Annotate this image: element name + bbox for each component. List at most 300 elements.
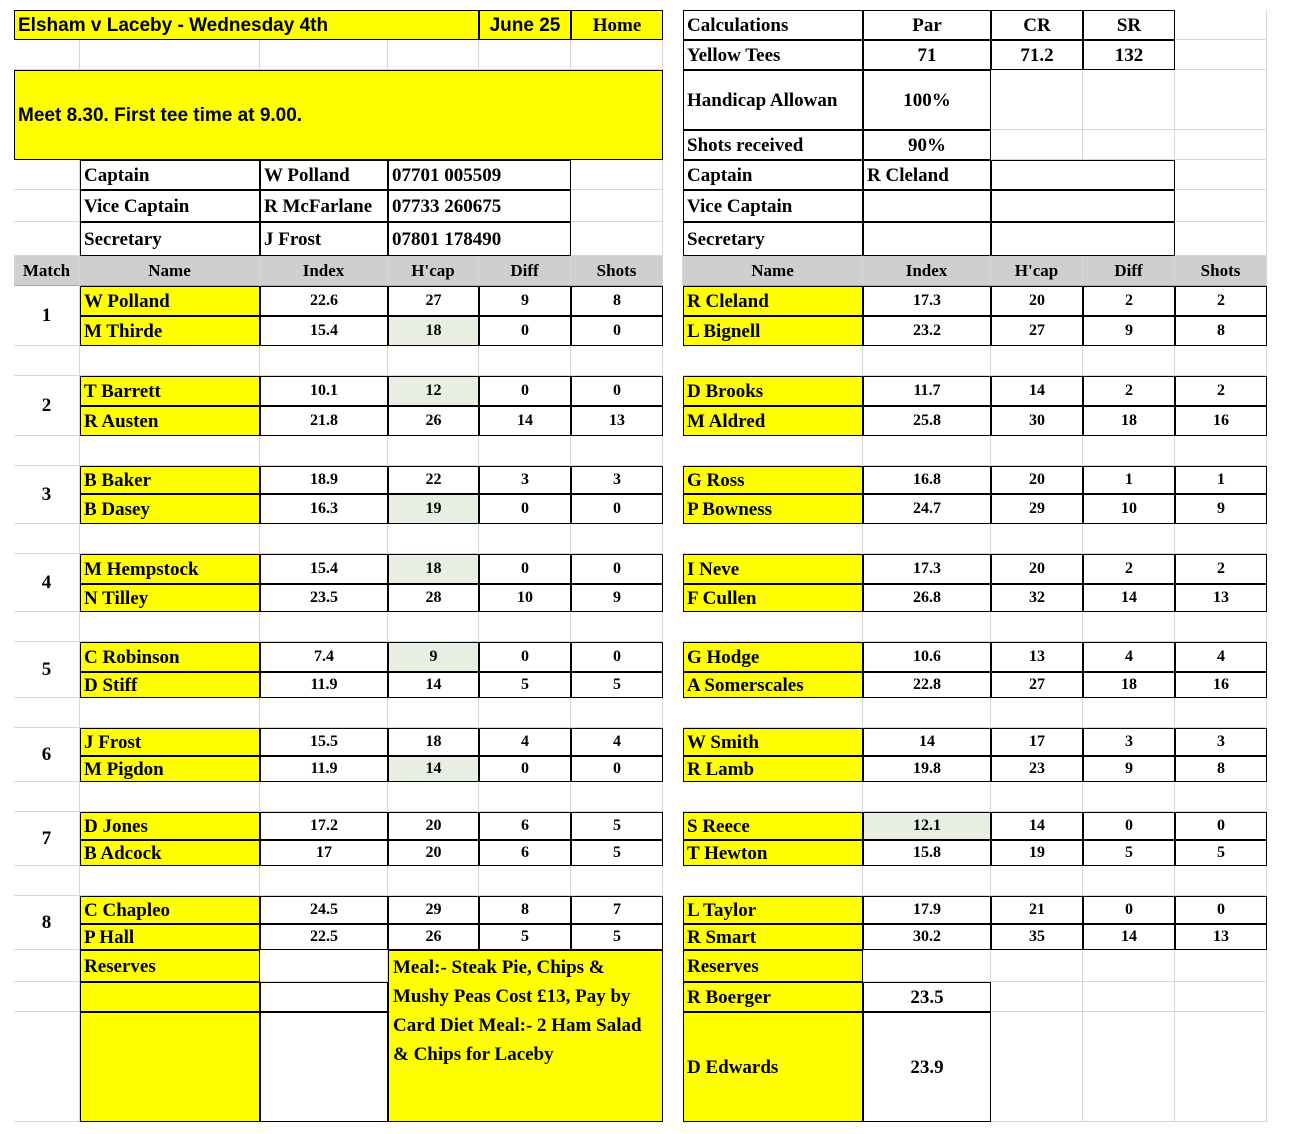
grid-cell[interactable]: [991, 982, 1083, 1012]
grid-cell[interactable]: [1083, 346, 1175, 376]
grid-cell[interactable]: [1083, 1012, 1175, 1122]
grid-cell[interactable]: [1175, 190, 1267, 222]
grid-cell[interactable]: [683, 698, 863, 728]
grid-cell[interactable]: [1175, 1012, 1267, 1122]
home-player-diff: 0: [479, 376, 571, 406]
grid-cell[interactable]: [14, 160, 80, 190]
home-reserve-slot: [80, 982, 260, 1012]
away-player-diff: 9: [1083, 316, 1175, 346]
home-player-hcap: 22: [388, 466, 479, 494]
away-official-extra: [991, 160, 1175, 190]
home-player-diff: 6: [479, 840, 571, 866]
sr-value: 132: [1083, 40, 1175, 70]
grid-cell[interactable]: [1175, 10, 1267, 40]
home-player-name: M Hempstock: [80, 554, 260, 584]
grid-cell[interactable]: [388, 524, 479, 554]
home-player-hcap: 18: [388, 316, 479, 346]
grid-cell[interactable]: [388, 346, 479, 376]
home-official-role: Vice Captain: [80, 190, 260, 222]
grid-cell[interactable]: [1175, 222, 1267, 256]
grid-cell[interactable]: [260, 436, 388, 466]
grid-cell[interactable]: [14, 782, 80, 812]
grid-cell[interactable]: [260, 346, 388, 376]
away-player-shots: 2: [1175, 554, 1267, 584]
grid-cell[interactable]: [863, 698, 991, 728]
calculations-label: Calculations: [683, 10, 863, 40]
grid-cell[interactable]: [991, 866, 1083, 896]
home-official-role: Secretary: [80, 222, 260, 256]
home-player-name: M Pigdon: [80, 756, 260, 782]
grid-cell[interactable]: [479, 782, 571, 812]
home-player-index: 17.2: [260, 812, 388, 840]
home-player-shots: 0: [571, 554, 663, 584]
col-header-away-hcap: H'cap: [991, 256, 1083, 286]
grid-cell[interactable]: [863, 866, 991, 896]
away-player-diff: 1: [1083, 466, 1175, 494]
away-player-shots: 13: [1175, 584, 1267, 612]
away-player-name: T Hewton: [683, 840, 863, 866]
grid-cell[interactable]: [479, 612, 571, 642]
grid-cell[interactable]: [863, 524, 991, 554]
handicap-allowance-label: Handicap Allowan: [683, 70, 863, 130]
grid-cell[interactable]: [1175, 612, 1267, 642]
grid-cell[interactable]: [1175, 346, 1267, 376]
away-player-hcap: 20: [991, 466, 1083, 494]
grid-cell[interactable]: [1175, 524, 1267, 554]
home-player-name: T Barrett: [80, 376, 260, 406]
col-header-home-index: Index: [260, 256, 388, 286]
grid-cell[interactable]: [479, 866, 571, 896]
grid-cell[interactable]: [571, 190, 663, 222]
home-player-shots: 0: [571, 494, 663, 524]
grid-cell[interactable]: [1175, 782, 1267, 812]
home-player-index: 24.5: [260, 896, 388, 924]
grid-cell[interactable]: [1175, 698, 1267, 728]
away-reserve-name: D Edwards: [683, 1012, 863, 1122]
away-player-shots: 4: [1175, 642, 1267, 672]
par-value: 71: [863, 40, 991, 70]
grid-cell[interactable]: [1175, 982, 1267, 1012]
away-player-name: R Smart: [683, 924, 863, 950]
match-number: 4: [14, 554, 80, 612]
grid-cell[interactable]: [80, 436, 260, 466]
grid-cell[interactable]: [571, 782, 663, 812]
away-player-shots: 8: [1175, 316, 1267, 346]
grid-cell[interactable]: [14, 190, 80, 222]
grid-cell[interactable]: [80, 346, 260, 376]
sheet-title: Elsham v Laceby - Wednesday 4th: [14, 10, 479, 40]
away-reserves-label: Reserves: [683, 950, 863, 982]
grid-cell[interactable]: [571, 698, 663, 728]
col-header-away-name: Name: [683, 256, 863, 286]
grid-cell[interactable]: [571, 436, 663, 466]
col-header-match: Match: [14, 256, 80, 286]
home-official-name: R McFarlane: [260, 190, 388, 222]
grid-cell[interactable]: [1175, 866, 1267, 896]
grid-cell[interactable]: [1175, 40, 1267, 70]
grid-cell[interactable]: [1083, 70, 1175, 130]
grid-cell[interactable]: [991, 346, 1083, 376]
home-player-name: B Dasey: [80, 494, 260, 524]
home-player-diff: 0: [479, 494, 571, 524]
grid-cell[interactable]: [260, 698, 388, 728]
away-player-index: 25.8: [863, 406, 991, 436]
away-player-name: L Bignell: [683, 316, 863, 346]
home-player-shots: 3: [571, 466, 663, 494]
away-player-shots: 0: [1175, 896, 1267, 924]
grid-cell[interactable]: [1175, 436, 1267, 466]
grid-cell[interactable]: [683, 346, 863, 376]
grid-cell[interactable]: [80, 524, 260, 554]
away-player-hcap: 20: [991, 554, 1083, 584]
match-date: June 25: [479, 10, 571, 40]
grid-cell[interactable]: [571, 222, 663, 256]
away-player-index: 22.8: [863, 672, 991, 698]
away-player-hcap: 23: [991, 756, 1083, 782]
grid-cell[interactable]: [1083, 950, 1175, 982]
grid-cell[interactable]: [260, 950, 388, 982]
home-player-diff: 0: [479, 316, 571, 346]
away-player-hcap: 29: [991, 494, 1083, 524]
grid-cell[interactable]: [260, 782, 388, 812]
grid-cell[interactable]: [991, 782, 1083, 812]
home-player-shots: 5: [571, 672, 663, 698]
away-player-name: I Neve: [683, 554, 863, 584]
away-player-diff: 0: [1083, 896, 1175, 924]
match-number: 8: [14, 896, 80, 950]
away-player-hcap: 27: [991, 672, 1083, 698]
col-header-away-diff: Diff: [1083, 256, 1175, 286]
away-player-diff: 10: [1083, 494, 1175, 524]
away-player-name: G Ross: [683, 466, 863, 494]
away-player-name: W Smith: [683, 728, 863, 756]
grid-cell[interactable]: [863, 782, 991, 812]
home-player-diff: 14: [479, 406, 571, 436]
grid-cell[interactable]: [991, 524, 1083, 554]
grid-cell[interactable]: [571, 524, 663, 554]
home-player-name: C Robinson: [80, 642, 260, 672]
away-official-extra: [991, 222, 1175, 256]
home-player-name: D Jones: [80, 812, 260, 840]
home-player-name: M Thirde: [80, 316, 260, 346]
grid-cell[interactable]: [14, 524, 80, 554]
home-player-index: 18.9: [260, 466, 388, 494]
away-player-name: P Bowness: [683, 494, 863, 524]
grid-cell[interactable]: [14, 222, 80, 256]
away-player-index: 16.8: [863, 466, 991, 494]
grid-cell[interactable]: [80, 698, 260, 728]
header-gap: [663, 256, 683, 286]
match-number: 5: [14, 642, 80, 698]
home-player-shots: 0: [571, 376, 663, 406]
col-header-home-shots: Shots: [571, 256, 663, 286]
shots-received-label: Shots received: [683, 130, 863, 160]
away-player-hcap: 19: [991, 840, 1083, 866]
away-player-shots: 2: [1175, 376, 1267, 406]
home-player-name: N Tilley: [80, 584, 260, 612]
grid-cell[interactable]: [863, 346, 991, 376]
away-player-index: 30.2: [863, 924, 991, 950]
home-player-diff: 10: [479, 584, 571, 612]
grid-cell[interactable]: [571, 866, 663, 896]
away-official-name: R Cleland: [863, 160, 991, 190]
away-player-hcap: 35: [991, 924, 1083, 950]
home-player-name: C Chapleo: [80, 896, 260, 924]
meal-note: Meal:- Steak Pie, Chips & Mushy Peas Cost £13, Pay by Card Diet Meal:- 2 Ham Salad & Chips for Laceby: [388, 950, 663, 1122]
grid-cell[interactable]: [1083, 698, 1175, 728]
col-header-home-diff: Diff: [479, 256, 571, 286]
home-player-diff: 9: [479, 286, 571, 316]
grid-cell[interactable]: [388, 40, 479, 70]
home-player-name: J Frost: [80, 728, 260, 756]
grid-cell[interactable]: [260, 524, 388, 554]
match-number: 2: [14, 376, 80, 436]
away-player-shots: 16: [1175, 406, 1267, 436]
match-number: 7: [14, 812, 80, 866]
grid-cell[interactable]: [14, 698, 80, 728]
home-player-diff: 5: [479, 672, 571, 698]
away-player-index: 10.6: [863, 642, 991, 672]
home-player-diff: 0: [479, 642, 571, 672]
away-player-name: R Cleland: [683, 286, 863, 316]
sr-header: SR: [1083, 10, 1175, 40]
grid-cell[interactable]: [1083, 612, 1175, 642]
home-player-hcap: 12: [388, 376, 479, 406]
match-number: 6: [14, 728, 80, 782]
away-reserve-index: 23.9: [863, 1012, 991, 1122]
home-player-diff: 0: [479, 756, 571, 782]
tees-label: Yellow Tees: [683, 40, 863, 70]
grid-cell[interactable]: [14, 982, 80, 1012]
away-player-name: A Somerscales: [683, 672, 863, 698]
away-player-index: 15.8: [863, 840, 991, 866]
grid-cell[interactable]: [80, 866, 260, 896]
grid-cell[interactable]: [1083, 782, 1175, 812]
home-player-diff: 6: [479, 812, 571, 840]
grid-cell[interactable]: [479, 346, 571, 376]
home-player-diff: 3: [479, 466, 571, 494]
home-player-index: 22.5: [260, 924, 388, 950]
grid-cell[interactable]: [388, 866, 479, 896]
grid-cell[interactable]: [863, 436, 991, 466]
home-player-hcap: 29: [388, 896, 479, 924]
away-player-shots: 2: [1175, 286, 1267, 316]
away-player-index: 24.7: [863, 494, 991, 524]
grid-cell[interactable]: [991, 698, 1083, 728]
grid-cell[interactable]: [479, 436, 571, 466]
away-player-diff: 18: [1083, 672, 1175, 698]
away-player-shots: 1: [1175, 466, 1267, 494]
away-player-hcap: 21: [991, 896, 1083, 924]
grid-cell[interactable]: [991, 1012, 1083, 1122]
grid-cell[interactable]: [388, 698, 479, 728]
home-player-name: D Stiff: [80, 672, 260, 698]
grid-cell[interactable]: [14, 346, 80, 376]
grid-cell[interactable]: [863, 950, 991, 982]
home-player-name: R Austen: [80, 406, 260, 436]
grid-cell[interactable]: [479, 524, 571, 554]
home-player-index: 22.6: [260, 286, 388, 316]
cr-value: 71.2: [991, 40, 1083, 70]
grid-cell[interactable]: [571, 40, 663, 70]
away-reserve-index: 23.5: [863, 982, 991, 1012]
home-player-hcap: 18: [388, 728, 479, 756]
grid-cell[interactable]: [80, 782, 260, 812]
grid-cell[interactable]: [991, 612, 1083, 642]
grid-cell[interactable]: [14, 40, 80, 70]
away-player-shots: 0: [1175, 812, 1267, 840]
home-player-shots: 0: [571, 316, 663, 346]
grid-cell[interactable]: [571, 612, 663, 642]
grid-cell[interactable]: [260, 40, 388, 70]
home-player-hcap: 20: [388, 812, 479, 840]
away-player-hcap: 14: [991, 812, 1083, 840]
home-player-index: 23.5: [260, 584, 388, 612]
home-official-role: Captain: [80, 160, 260, 190]
venue-label: Home: [571, 10, 663, 40]
home-player-hcap: 14: [388, 672, 479, 698]
away-player-hcap: 14: [991, 376, 1083, 406]
home-player-hcap: 27: [388, 286, 479, 316]
away-player-name: F Cullen: [683, 584, 863, 612]
grid-cell[interactable]: [14, 950, 80, 982]
home-player-name: B Baker: [80, 466, 260, 494]
away-player-diff: 2: [1083, 286, 1175, 316]
grid-cell[interactable]: [14, 866, 80, 896]
grid-cell[interactable]: [14, 1012, 80, 1122]
home-player-name: P Hall: [80, 924, 260, 950]
grid-cell[interactable]: [991, 70, 1083, 130]
home-player-hcap: 28: [388, 584, 479, 612]
home-player-shots: 13: [571, 406, 663, 436]
grid-cell[interactable]: [260, 612, 388, 642]
grid-cell[interactable]: [14, 436, 80, 466]
home-reserve-slot: [80, 1012, 260, 1122]
home-player-name: B Adcock: [80, 840, 260, 866]
home-official-name: J Frost: [260, 222, 388, 256]
home-player-hcap: 14: [388, 756, 479, 782]
grid-cell[interactable]: [388, 782, 479, 812]
away-official-name: [863, 222, 991, 256]
cr-header: CR: [991, 10, 1083, 40]
away-player-index: 12.1: [863, 812, 991, 840]
home-player-hcap: 9: [388, 642, 479, 672]
away-official-role: Captain: [683, 160, 863, 190]
away-official-role: Secretary: [683, 222, 863, 256]
home-player-diff: 8: [479, 896, 571, 924]
grid-cell[interactable]: [683, 612, 863, 642]
grid-cell[interactable]: [991, 436, 1083, 466]
away-player-index: 17.3: [863, 286, 991, 316]
grid-cell[interactable]: [1175, 70, 1267, 130]
home-player-index: 17: [260, 840, 388, 866]
away-player-shots: 8: [1175, 756, 1267, 782]
away-player-hcap: 20: [991, 286, 1083, 316]
home-player-diff: 5: [479, 924, 571, 950]
grid-cell[interactable]: [80, 40, 260, 70]
away-player-diff: 18: [1083, 406, 1175, 436]
grid-cell[interactable]: [1083, 130, 1175, 160]
home-player-shots: 4: [571, 728, 663, 756]
grid-cell[interactable]: [80, 612, 260, 642]
grid-cell[interactable]: [1083, 982, 1175, 1012]
away-player-diff: 3: [1083, 728, 1175, 756]
home-official-name: W Polland: [260, 160, 388, 190]
grid-cell[interactable]: [388, 612, 479, 642]
away-player-hcap: 30: [991, 406, 1083, 436]
away-official-role: Vice Captain: [683, 190, 863, 222]
grid-cell[interactable]: [683, 436, 863, 466]
col-header-away-shots: Shots: [1175, 256, 1267, 286]
grid-cell[interactable]: [683, 524, 863, 554]
shots-received-value: 90%: [863, 130, 991, 160]
home-player-index: 21.8: [260, 406, 388, 436]
home-player-shots: 5: [571, 840, 663, 866]
away-player-diff: 2: [1083, 554, 1175, 584]
away-player-diff: 4: [1083, 642, 1175, 672]
away-player-index: 17.3: [863, 554, 991, 584]
col-header-home-name: Name: [80, 256, 260, 286]
grid-cell[interactable]: [14, 612, 80, 642]
away-player-shots: 5: [1175, 840, 1267, 866]
away-player-name: R Lamb: [683, 756, 863, 782]
grid-cell[interactable]: [683, 866, 863, 896]
grid-cell[interactable]: [863, 612, 991, 642]
away-player-shots: 13: [1175, 924, 1267, 950]
home-player-diff: 4: [479, 728, 571, 756]
home-official-phone: 07733 260675: [388, 190, 571, 222]
grid-cell[interactable]: [1175, 130, 1267, 160]
meet-info: Meet 8.30. First tee time at 9.00.: [14, 70, 663, 160]
home-player-index: 16.3: [260, 494, 388, 524]
home-player-shots: 7: [571, 896, 663, 924]
grid-cell[interactable]: [683, 782, 863, 812]
away-player-hcap: 17: [991, 728, 1083, 756]
grid-cell[interactable]: [1175, 950, 1267, 982]
away-player-shots: 9: [1175, 494, 1267, 524]
grid-cell[interactable]: [991, 950, 1083, 982]
grid-cell[interactable]: [1083, 436, 1175, 466]
grid-cell[interactable]: [1083, 524, 1175, 554]
grid-cell[interactable]: [571, 346, 663, 376]
home-player-shots: 5: [571, 924, 663, 950]
home-player-index: 11.9: [260, 672, 388, 698]
away-player-index: 11.7: [863, 376, 991, 406]
away-player-name: M Aldred: [683, 406, 863, 436]
away-player-index: 23.2: [863, 316, 991, 346]
grid-cell[interactable]: [991, 130, 1083, 160]
col-header-home-hcap: H'cap: [388, 256, 479, 286]
home-player-name: W Polland: [80, 286, 260, 316]
away-player-name: L Taylor: [683, 896, 863, 924]
grid-cell[interactable]: [260, 866, 388, 896]
away-player-hcap: 32: [991, 584, 1083, 612]
away-player-index: 19.8: [863, 756, 991, 782]
grid-cell[interactable]: [1175, 160, 1267, 190]
grid-cell[interactable]: [479, 40, 571, 70]
grid-cell[interactable]: [1083, 866, 1175, 896]
grid-cell[interactable]: [388, 436, 479, 466]
away-player-diff: 9: [1083, 756, 1175, 782]
away-reserve-name: R Boerger: [683, 982, 863, 1012]
away-player-name: G Hodge: [683, 642, 863, 672]
home-player-hcap: 19: [388, 494, 479, 524]
away-player-shots: 16: [1175, 672, 1267, 698]
home-player-hcap: 18: [388, 554, 479, 584]
grid-cell[interactable]: [571, 160, 663, 190]
grid-cell[interactable]: [479, 698, 571, 728]
away-player-name: D Brooks: [683, 376, 863, 406]
